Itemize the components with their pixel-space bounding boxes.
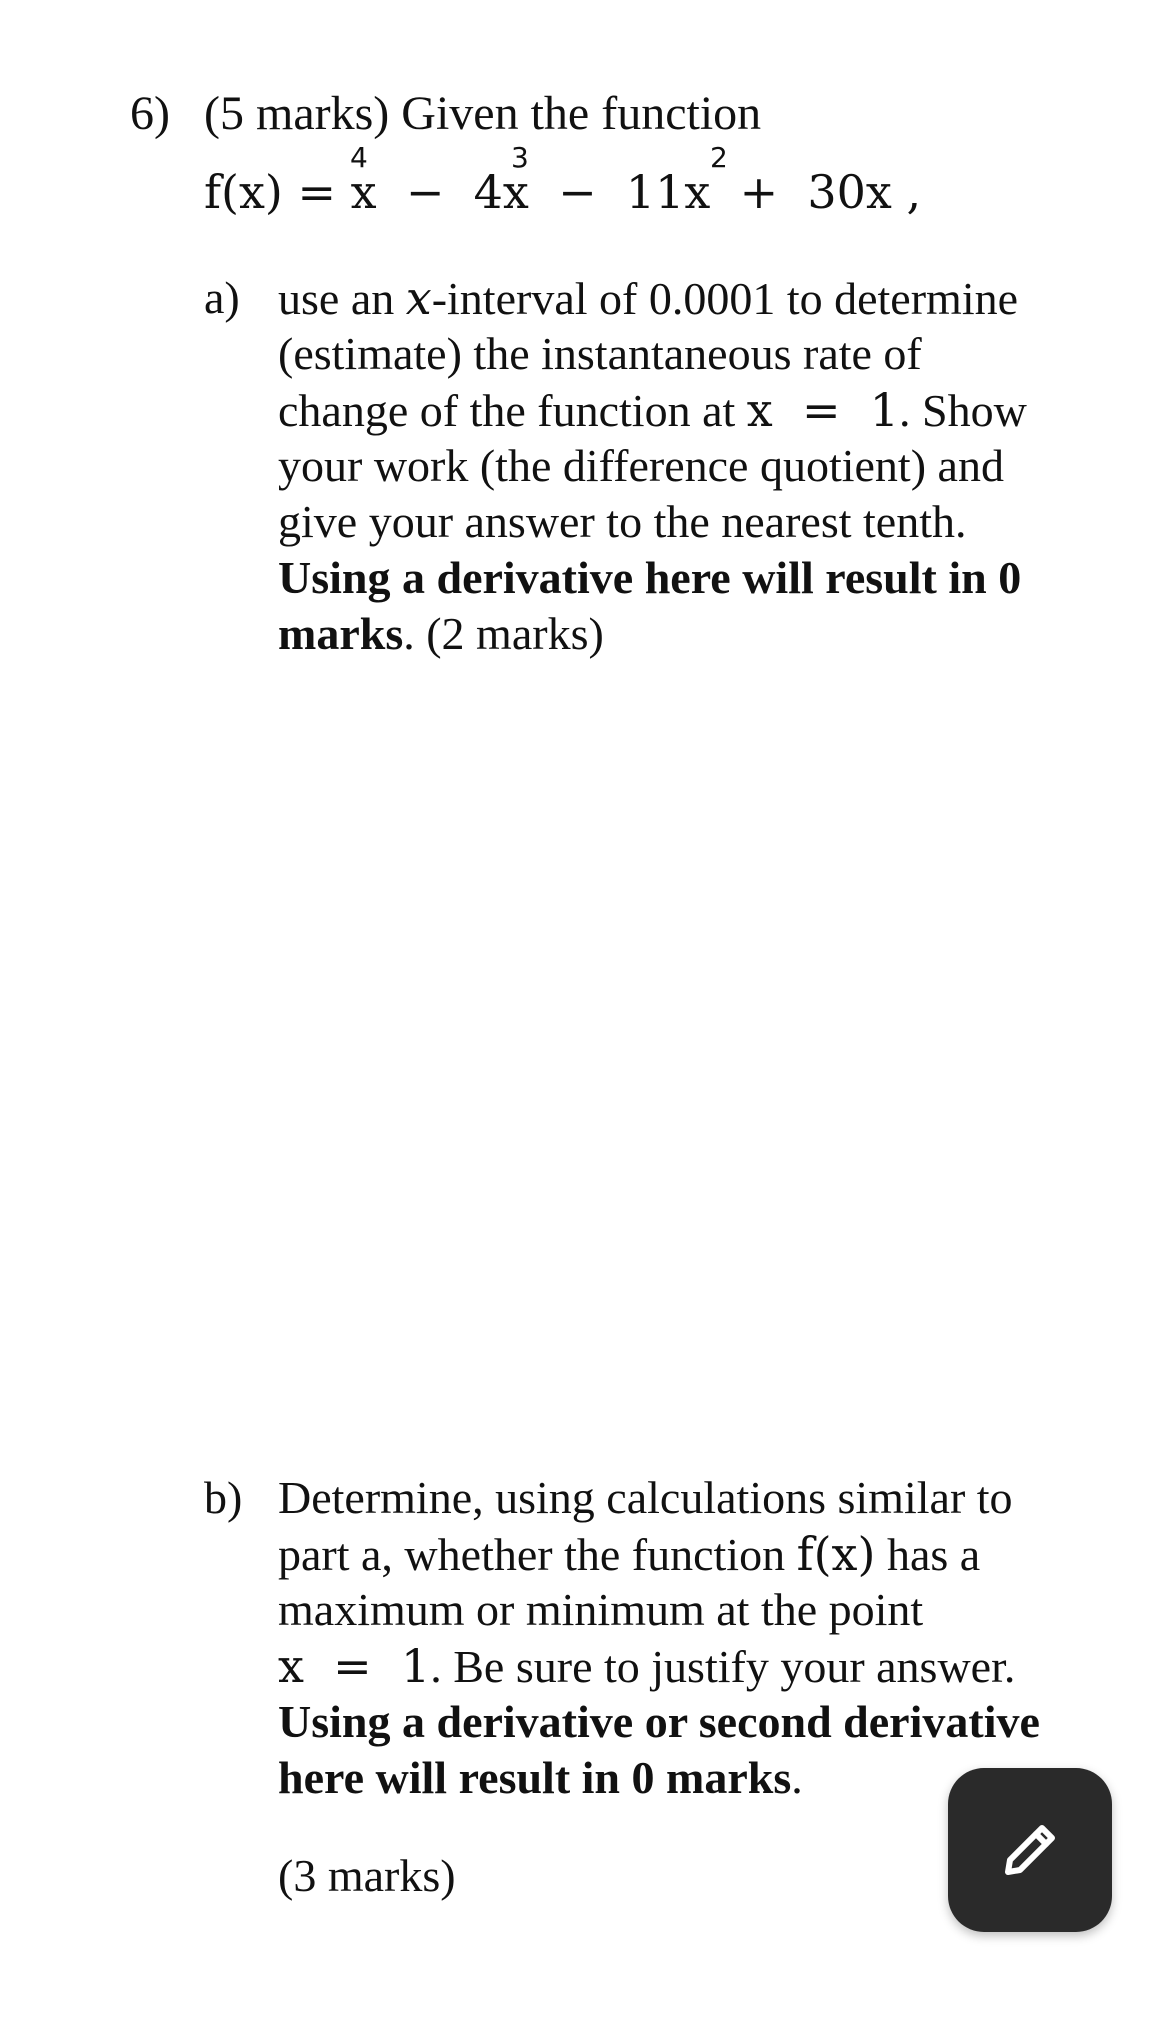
- part-b-text: [278, 1470, 1138, 1806]
- part-a-line-7: [278, 606, 1138, 662]
- text: . (2 marks): [403, 608, 604, 659]
- part-a-line-2: (estimate) the instantaneous rate of: [278, 328, 922, 379]
- warning-text: here will result in 0 marks: [278, 1752, 792, 1803]
- formula-main: f(x) = x − 4x − 11x + 30x ,: [204, 165, 922, 219]
- text: . Show: [899, 385, 1027, 436]
- text: use an: [278, 273, 406, 324]
- part-a-line-1: [278, 270, 1138, 326]
- math-x-equals-1: x = 1: [278, 1639, 431, 1693]
- pencil-icon: [994, 1814, 1066, 1886]
- part-b-warning-line-1: Using a derivative or second derivative: [278, 1696, 1040, 1747]
- exponent-2: 2: [710, 141, 728, 174]
- part-a-label: a): [204, 272, 240, 323]
- text: .: [791, 1752, 803, 1803]
- part-b-marks: (3 marks): [278, 1850, 456, 1901]
- text: part a, whether the function: [278, 1529, 797, 1580]
- math-f-of-x: f(x): [796, 1527, 876, 1581]
- part-b-line-4: [278, 1638, 1138, 1694]
- text: . Be sure to justify your answer.: [430, 1641, 1016, 1692]
- part-a-warning-line-1: Using a derivative here will result in 0: [278, 552, 1022, 603]
- part-a-line-3: [278, 382, 1138, 438]
- question-number: 6): [130, 87, 170, 140]
- text: -interval of 0.0001 to determine: [431, 273, 1019, 324]
- function-formula: [204, 138, 964, 228]
- part-a-line-4: your work (the difference quotient) and: [278, 440, 1004, 491]
- warning-text: marks: [278, 608, 404, 659]
- edit-button[interactable]: [948, 1768, 1112, 1932]
- exponent-3: 3: [511, 141, 529, 174]
- part-b-line-1: Determine, using calculations similar to: [278, 1472, 1013, 1523]
- exponent-4: 4: [350, 141, 368, 174]
- question-header: [130, 84, 761, 144]
- part-b-line-2: [278, 1526, 1138, 1582]
- part-b-label: b): [204, 1472, 243, 1523]
- text: has a: [875, 1529, 981, 1580]
- part-a-text: [278, 270, 1138, 662]
- math-var-x: x: [405, 271, 432, 325]
- question-title: (5 marks) Given the function: [204, 87, 762, 140]
- part-a-line-5: give your answer to the nearest tenth.: [278, 496, 967, 547]
- part-b-line-3: maximum or minimum at the point: [278, 1584, 924, 1635]
- text: change of the function at: [278, 385, 747, 436]
- math-x-equals-1: x = 1: [746, 383, 900, 437]
